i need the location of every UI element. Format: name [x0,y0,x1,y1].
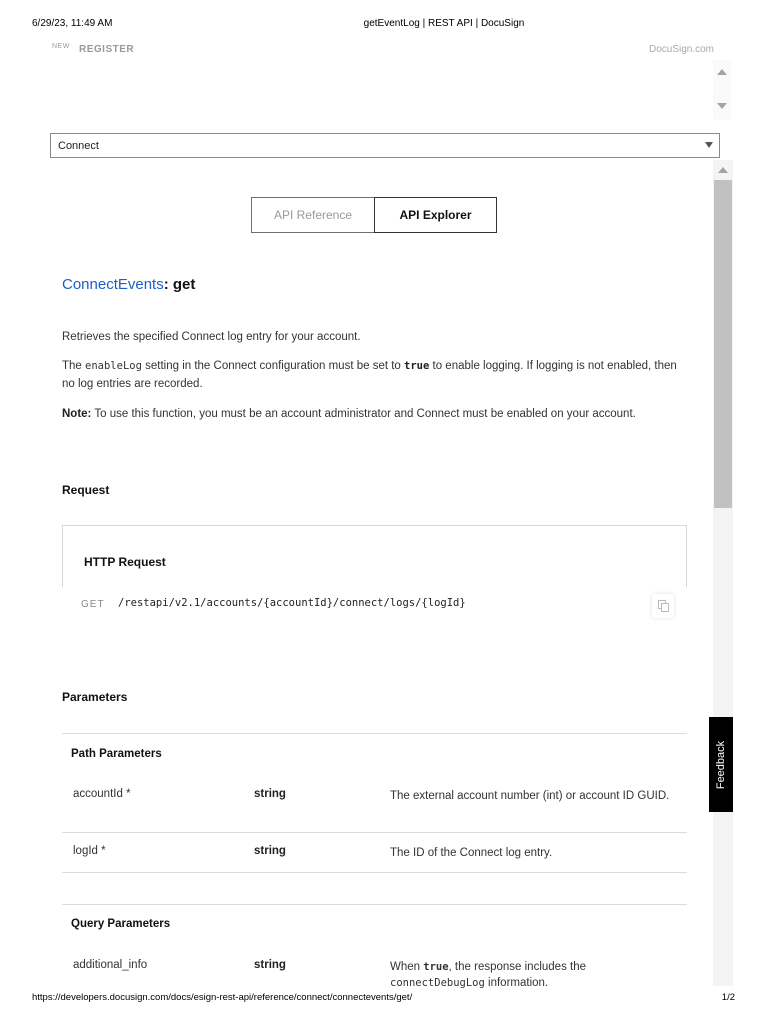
param-description: When true, the response includes the connectDebugLog information. [390,961,586,989]
note-label: Note: [62,408,92,420]
divider [62,832,687,833]
section-select-value: Connect [58,139,99,152]
param-type: string [254,788,286,800]
param-description: The external account number (int) or account ID GUID. [390,790,670,802]
summary-text: Retrieves the specified Connect log entry for your account. [62,331,361,343]
print-doc-title: getEventLog | REST API | DocuSign [363,18,525,29]
param-type: string [254,845,286,857]
http-method: GET [81,599,105,610]
print-date: 6/29/23, 11:49 AM [32,18,113,29]
divider [62,904,687,905]
http-request-label: HTTP Request [84,555,166,569]
print-footer [0,992,768,1006]
new-badge: NEW [52,43,70,50]
true-code: true [404,360,430,372]
register-link[interactable]: REGISTER [79,44,135,55]
enable-log-text: The enableLog setting in the Connect configuration must be set to true to enable logging. If logging is not enabled, then no log entries are recorded. [62,360,677,390]
parameters-title: Parameters [62,690,128,704]
tab-api-reference[interactable]: API Reference [251,197,375,233]
scroll-down-arrow-icon[interactable] [717,103,727,109]
scroll-up-arrow-icon[interactable] [717,69,727,75]
endpoint-row [62,590,687,620]
path-parameters-title: Path Parameters [71,748,162,760]
param-name: logId * [73,845,106,857]
feedback-button[interactable] [709,717,733,812]
request-title: Request [62,483,110,497]
copy-icon [658,600,669,612]
param-name: additional_info [73,959,148,971]
print-header [0,18,768,32]
page-title [62,276,195,293]
view-tabs [251,197,497,233]
docusign-site-link[interactable]: DocuSign.com [648,44,714,55]
main-scrollbar[interactable] [713,160,733,986]
endpoint-path: /restapi/v2.1/accounts/{accountId}/connect/logs/{logId} [118,597,466,609]
param-name: accountId * [73,788,131,800]
divider [62,872,687,873]
scroll-up-arrow-icon[interactable] [718,167,728,173]
copy-button[interactable] [652,594,674,618]
note-text: Note: To use this function, you must be an account administrator and Connect must be enabled on your account. [62,408,636,420]
print-page-number: 1/2 [721,992,735,1003]
query-parameters-title: Query Parameters [71,918,171,930]
resource-link[interactable]: ConnectEvents [62,276,164,293]
chevron-down-icon [705,142,713,148]
nav-scrollbar[interactable] [713,60,731,120]
section-select[interactable] [50,133,720,158]
tab-api-explorer[interactable]: API Explorer [374,197,497,233]
param-type: string [254,959,286,971]
top-nav [0,42,768,58]
http-request-box [62,525,687,587]
operation-name: : get [163,276,196,293]
scrollbar-thumb[interactable] [714,180,732,508]
enable-log-code: enableLog [85,360,142,372]
param-description: The ID of the Connect log entry. [390,847,553,859]
print-url: https://developers.docusign.com/docs/esign-rest-api/reference/connect/connectevents/get/ [32,992,413,1003]
feedback-label: Feedback [715,740,727,789]
divider [62,733,687,734]
